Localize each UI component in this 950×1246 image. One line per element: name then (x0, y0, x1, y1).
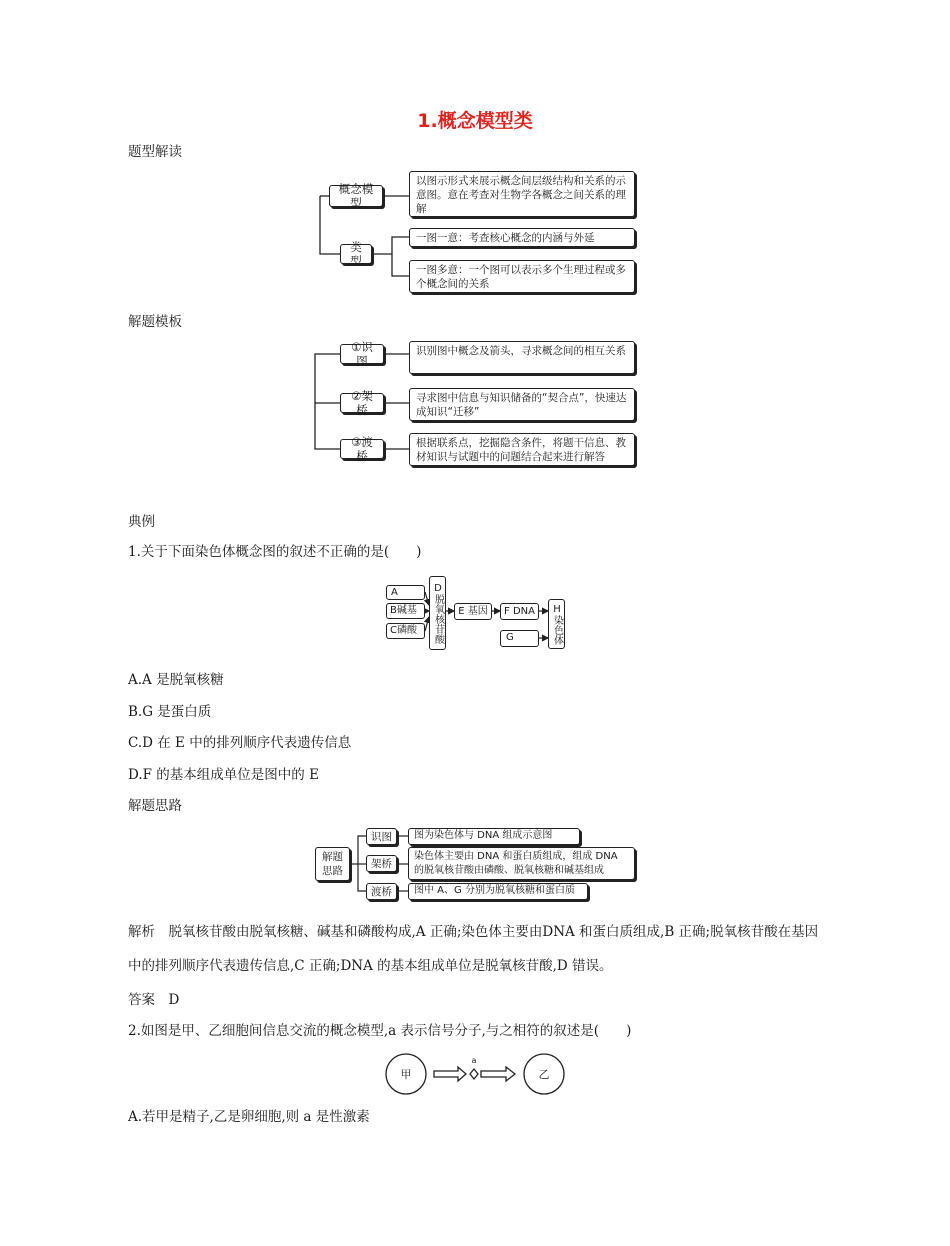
thinking-step-1-box: 识图 (366, 828, 397, 845)
type-item-1-box: 一图一意：考查核心概念的内涵与外延 (409, 228, 635, 247)
q1-analysis-text: 脱氧核苷酸由脱氧核糖、碱基和磷酸构成,A 正确;染色体主要由DNA 和蛋白质组成,B 正确;脱氧核苷酸在基因中的排列顺序代表遗传信息,C 正确;DNA 的基本组成单位是脱氧核苷酸,D 错误。 (128, 924, 819, 974)
thinking-step-3-desc: 图中 A、G 分别为脱氧核糖和蛋白质 (408, 883, 588, 900)
node-a: A (386, 585, 425, 600)
q1-option-c: C.D 在 E 中的排列顺序代表遗传信息 (128, 735, 352, 751)
page-title: 1.概念模型类 (417, 110, 533, 132)
q1-analysis-label: 解析 (128, 924, 155, 940)
thinking-step-1-desc: 图为染色体与 DNA 组成示意图 (408, 828, 580, 845)
node-d: D脱氧核苷酸 (432, 582, 444, 644)
double-arrow-right (481, 1067, 515, 1081)
signal-molecule-diamond (470, 1069, 478, 1079)
step-1-box: ①识图 (340, 344, 384, 364)
type-item-2-box: 一图多意：一个图可以表示多个生理过程或多个概念间的关系 (409, 260, 635, 293)
step-2-desc-box: 寻求图中信息与知识储备的“契合点”，快速达成知识“迁移” (409, 388, 635, 421)
q1-option-d: D.F 的基本组成单位是图中的 E (128, 767, 319, 783)
node-e: E 基因 (454, 603, 492, 620)
step-1-desc-box: 识别图中概念及箭头，寻求概念间的相互关系 (409, 341, 635, 374)
node-b: B碱基 (386, 603, 425, 619)
section-heading-interpret: 题型解读 (128, 144, 182, 160)
question-2-stem: 2.如图是甲、乙细胞间信息交流的概念模型,a 表示信号分子,与之相符的叙述是( ) (128, 1023, 632, 1039)
q1-answer-value: D (168, 992, 180, 1008)
q1-answer-label: 答案 (128, 992, 155, 1008)
signal-label: a (471, 1055, 477, 1065)
q2-option-a: A.若甲是精子,乙是卵细胞,则 a 是性激素 (128, 1109, 370, 1125)
section-heading-template: 解题模板 (128, 314, 182, 330)
thinking-step-2-desc: 染色体主要由 DNA 和蛋白质组成，组成 DNA 的脱氧核苷酸由磷酸、脱氧核糖和碱基组成 (408, 847, 635, 880)
node-g: G (500, 630, 539, 647)
step-3-desc-box: 根据联系点，挖掘隐含条件，将题干信息、教材知识与试题中的问题结合起来进行解答 (409, 433, 635, 466)
step-3-box: ③渡桥 (340, 439, 384, 459)
thinking-root-box: 解题思路 (315, 847, 350, 881)
cell-jia-label: 甲 (400, 1068, 412, 1081)
cell-yi-label: 乙 (538, 1068, 550, 1081)
concept-model-box: 概念模型 (329, 185, 383, 207)
thinking-step-2-box: 架桥 (366, 855, 397, 872)
double-arrow-left (434, 1067, 466, 1081)
step-2-box: ②架桥 (340, 393, 384, 413)
q1-thinking-heading: 解题思路 (128, 798, 182, 814)
type-box: 类型 (340, 244, 372, 264)
concept-model-desc-box: 以图示形式来展示概念间层级结构和关系的示意图。意在考查对生物学各概念之间关系的理解 (409, 171, 635, 217)
q1-option-b: B.G 是蛋白质 (128, 704, 212, 720)
node-f: F DNA (500, 603, 539, 620)
question-1-stem: 1.关于下面染色体概念图的叙述不正确的是( ) (128, 544, 422, 560)
q1-option-a: A.A 是脱氧核糖 (128, 672, 224, 688)
node-c: C磷酸 (386, 623, 425, 639)
node-h: H染色体 (551, 603, 563, 645)
section-heading-example: 典例 (128, 514, 155, 530)
thinking-step-3-box: 渡桥 (366, 883, 397, 900)
